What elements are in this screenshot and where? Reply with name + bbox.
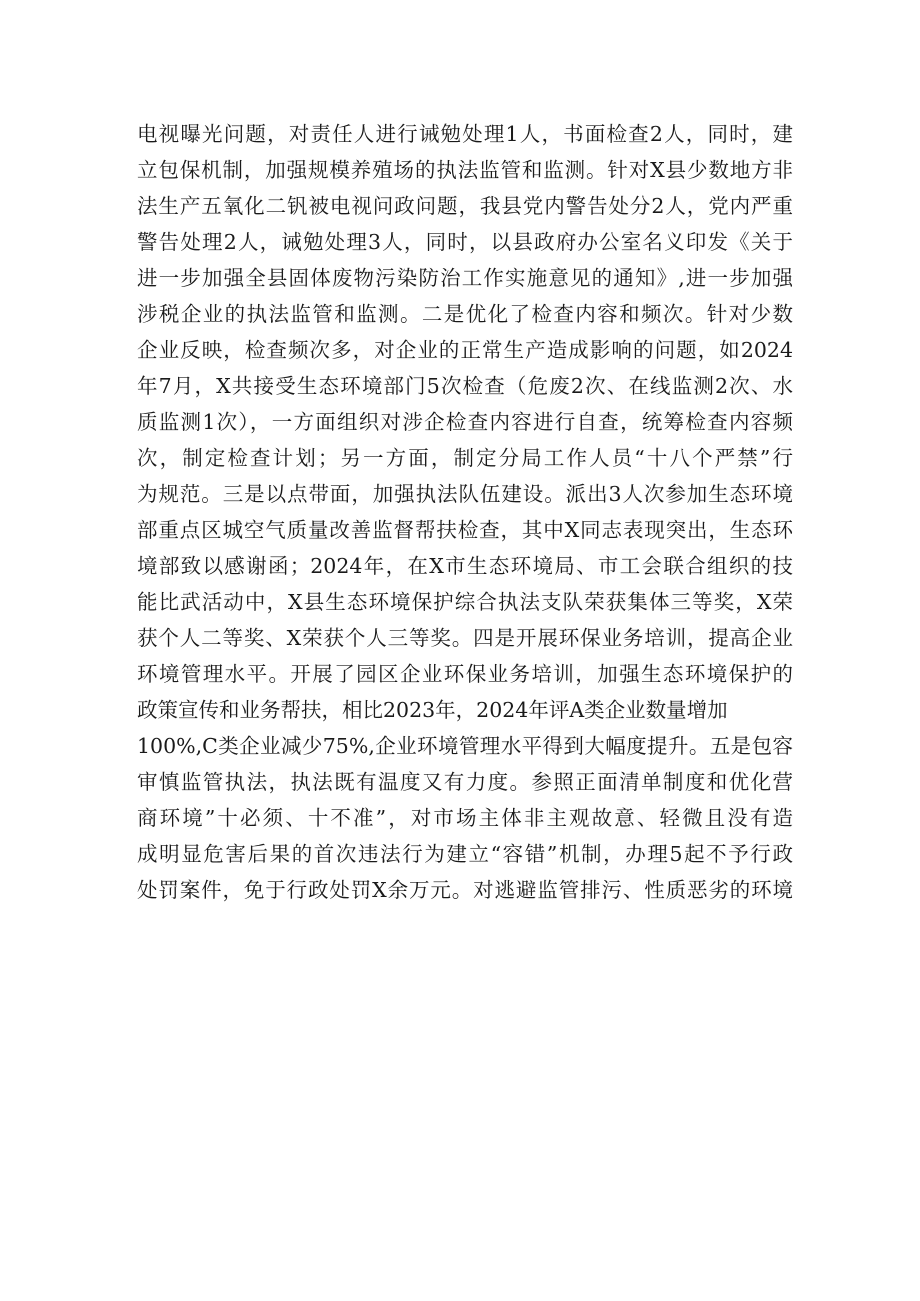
text-line: 100%,C类企业减少75%,企业环境管理水平得到大幅度提升。五是包容 — [137, 734, 793, 758]
text-line: 进一步加强全县固体废物污染防治工作实施意见的通知》,进一步加强 — [137, 266, 793, 290]
text-line: 部重点区城空气质量改善监督帮扶检查，其中X同志表现突出，生态环 — [137, 518, 793, 542]
text-line: 审慎监管执法，执法既有温度又有力度。参照正面清单制度和优化营 — [137, 770, 793, 794]
text-line: 企业反映，检查频次多，对企业的正常生产造成影响的问题，如2024 — [137, 338, 793, 362]
text-line: 质监测1次），一方面组织对涉企检查内容进行自查，统筹检查内容频 — [137, 410, 793, 434]
text-line: 能比武活动中，X县生态环境保护综合执法支队荣获集体三等奖，X荣 — [137, 590, 793, 614]
text-line: 环境管理水平。开展了园区企业环保业务培训，加强生态环境保护的 — [137, 662, 793, 686]
text-line: 政策宣传和业务帮扶，相比2023年，2024年评A类企业数量增加 — [137, 698, 728, 722]
text-line: 立包保机制，加强规模养殖场的执法监管和监测。针对X县少数地方非 — [137, 158, 793, 182]
text-line: 获个人二等奖、X荣获个人三等奖。四是开展环保业务培训，提高企业 — [137, 626, 793, 650]
text-line: 年7月，X共接受生态环境部门5次检查（危废2次、在线监测2次、水 — [137, 374, 793, 398]
text-line: 警告处理2人，诫勉处理3人，同时，以县政府办公室名义印发《关于 — [137, 230, 793, 254]
text-line: 法生产五氧化二钒被电视问政问题，我县党内警告处分2人，党内严重 — [137, 194, 793, 218]
text-line: 为规范。三是以点带面，加强执法队伍建设。派出3人次参加生态环境 — [137, 482, 793, 506]
text-line: 商环境”十必须、十不准”，对市场主体非主观故意、轻微且没有造 — [137, 806, 793, 830]
text-line: 处罚案件，免于行政处罚X余万元。对逃避监管排污、性质恶劣的环境 — [137, 878, 793, 902]
body-paragraph — [137, 116, 793, 908]
text-line: 境部致以感谢函；2024年，在X市生态环境局、市工会联合组织的技 — [137, 554, 793, 578]
text-line: 电视曝光问题，对责任人进行诫勉处理1人，书面检查2人，同时，建 — [137, 122, 793, 146]
text-line: 成明显危害后果的首次违法行为建立“容错”机制，办理5起不予行政 — [137, 842, 793, 866]
text-line: 次，制定检查计划；另一方面，制定分局工作人员“十八个严禁”行 — [137, 446, 793, 470]
text-line: 涉税企业的执法监管和监测。二是优化了检查内容和频次。针对少数 — [137, 302, 793, 326]
